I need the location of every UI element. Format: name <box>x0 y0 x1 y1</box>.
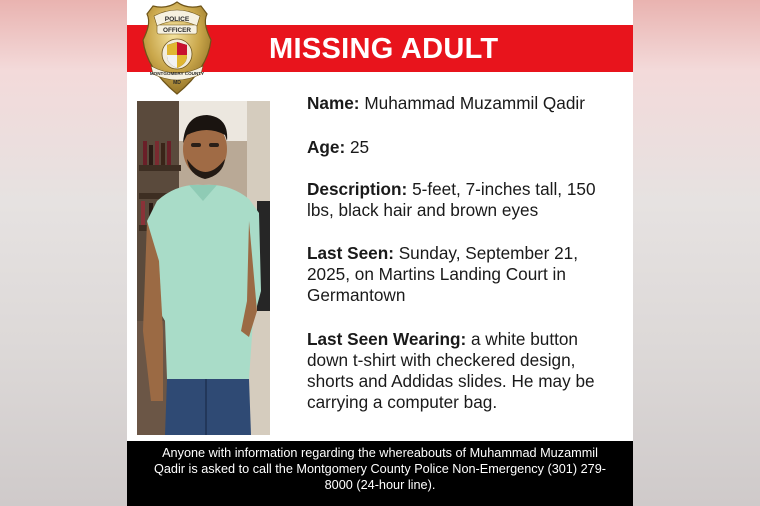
contact-text: Anyone with information regarding the whereabouts of Muhammad Muzammil Qadir is asked to call the Montgomery County Police Non-Emergency (301) 279-8000 (24-hour line). <box>153 446 607 492</box>
badge-county-text: MONTGOMERY COUNTY <box>149 71 205 76</box>
wearing-field <box>307 329 622 413</box>
contact-footer <box>127 441 633 506</box>
age-value: 25 <box>349 137 370 157</box>
badge-state-text: MD <box>173 80 181 86</box>
flyer-title: MISSING ADULT <box>269 33 499 65</box>
age-field <box>307 137 369 158</box>
background-right <box>633 0 760 506</box>
police-badge-icon <box>139 0 215 96</box>
description-value: 5-feet, 7-inches tall, 150 lbs, black hair and brown eyes <box>307 179 596 220</box>
description-field <box>307 179 622 221</box>
badge-middle-text: OFFICER <box>162 27 192 34</box>
background-left <box>0 0 127 506</box>
name-label: Name: <box>307 93 360 113</box>
last-seen-value: Sunday, September 21, 2025, on Martins Landing Court in Germantown <box>307 243 579 305</box>
last-seen-field <box>307 243 622 306</box>
wearing-label: Last Seen Wearing: <box>307 329 467 349</box>
wearing-value: a white button down t-shirt with checkered design, shorts and Addidas slides. He may be carrying a computer bag. <box>307 329 595 412</box>
missing-person-flyer <box>127 0 633 506</box>
age-label: Age: <box>307 137 346 157</box>
name-field <box>307 93 585 114</box>
name-value: Muhammad Muzammil Qadir <box>364 93 585 113</box>
badge-top-text: POLICE <box>164 16 190 23</box>
description-label: Description: <box>307 179 408 199</box>
missing-person-photo <box>137 101 270 435</box>
last-seen-label: Last Seen: <box>307 243 394 263</box>
